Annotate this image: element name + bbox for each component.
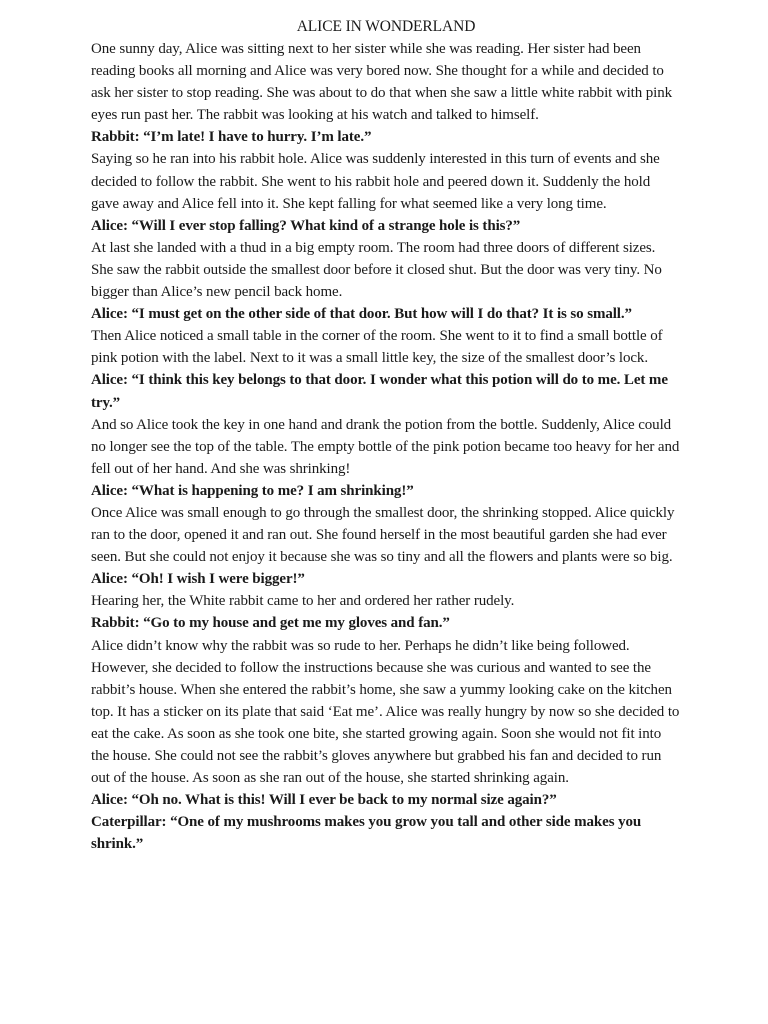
dialogue-line: Rabbit: “I’m late! I have to hurry. I’m late.”: [91, 129, 372, 146]
dialogue-line: Alice: “What is happening to me? I am shrinking!”: [91, 482, 414, 499]
dialogue-line: Rabbit: “Go to my house and get me my gloves and fan.”: [91, 615, 450, 632]
document-title: ALICE IN WONDERLAND: [296, 18, 476, 35]
dialogue-line: Alice: “Oh! I wish I were bigger!”: [91, 571, 305, 588]
paragraph: At last she landed with a thud in a big empty room. The room had three doors of different sizes. She saw the rabbit outside the smallest door before it closed shut. But the door was very tiny. No bigger than Alice’s new pencil back home.: [91, 239, 662, 301]
paragraph: Then Alice noticed a small table in the corner of the room. She went to it to find a small bottle of pink potion with the label. Next to it was a small little key, the size of the smallest door’s lock.: [91, 328, 663, 367]
paragraph: Hearing her, the White rabbit came to her and ordered her rather rudely.: [91, 593, 515, 610]
paragraph: Once Alice was small enough to go through the smallest door, the shrinking stopped. Alice quickly ran to the door, opened it and ran out. She found herself in the most beautiful garden she had ever seen. But she could not enjoy it because she was so tiny and all the flowers and plants were so big.: [91, 504, 675, 566]
dialogue-line: Alice: “Oh no. What is this! Will I ever be back to my normal size again?”: [91, 792, 557, 809]
dialogue-line: Alice: “I think this key belongs to that door. I wonder what this potion will do to me. Let me try.”: [91, 372, 668, 411]
paragraph: Saying so he ran into his rabbit hole. Alice was suddenly interested in this turn of events and she decided to follow the rabbit. She went to his rabbit hole and peered down it. Suddenly the hold gave away and Alice fell into it. She kept falling for what seemed like a very long time.: [91, 151, 660, 212]
paragraph: One sunny day, Alice was sitting next to her sister while she was reading. Her sister had been reading books all morning and Alice was very bored now. She thought for a while and decided to ask her sister to stop reading. She was about to do that when she saw a little white rabbit with pink eyes run past her. The rabbit was looking at his watch and talked to himself.: [91, 41, 673, 124]
dialogue-line: Alice: “I must get on the other side of that door. But how will I do that? It is so small.”: [91, 306, 632, 323]
dialogue-line: Caterpillar: “One of my mushrooms makes you grow you tall and other side makes you shrink.”: [91, 814, 642, 853]
paragraph: And so Alice took the key in one hand and drank the potion from the bottle. Suddenly, Alice could no longer see the top of the table. The empty bottle of the pink potion became too heavy for her and fell out of her hand. And she was shrinking!: [91, 416, 680, 477]
dialogue-line: Alice: “Will I ever stop falling? What kind of a strange hole is this?”: [91, 217, 521, 234]
paragraph: Alice didn’t know why the rabbit was so rude to her. Perhaps he didn’t like being followed. However, she decided to follow the instructions because she was curious and wanted to see the rabbit’s house. When she entered the rabbit’s home, she saw a yummy looking cake on the kitchen top. It has a sticker on its plate that said ‘Eat me’. Alice was really hungry by now so she decided to eat the cake. As soon as she took one bite, she started growing again. Soon she would not fit into the house. She could not see the rabbit’s gloves anywhere but grabbed his fan and decided to run out of the house. As soon as she ran out of the house, she started shrinking again.: [91, 637, 680, 787]
document-page: [91, 16, 681, 855]
